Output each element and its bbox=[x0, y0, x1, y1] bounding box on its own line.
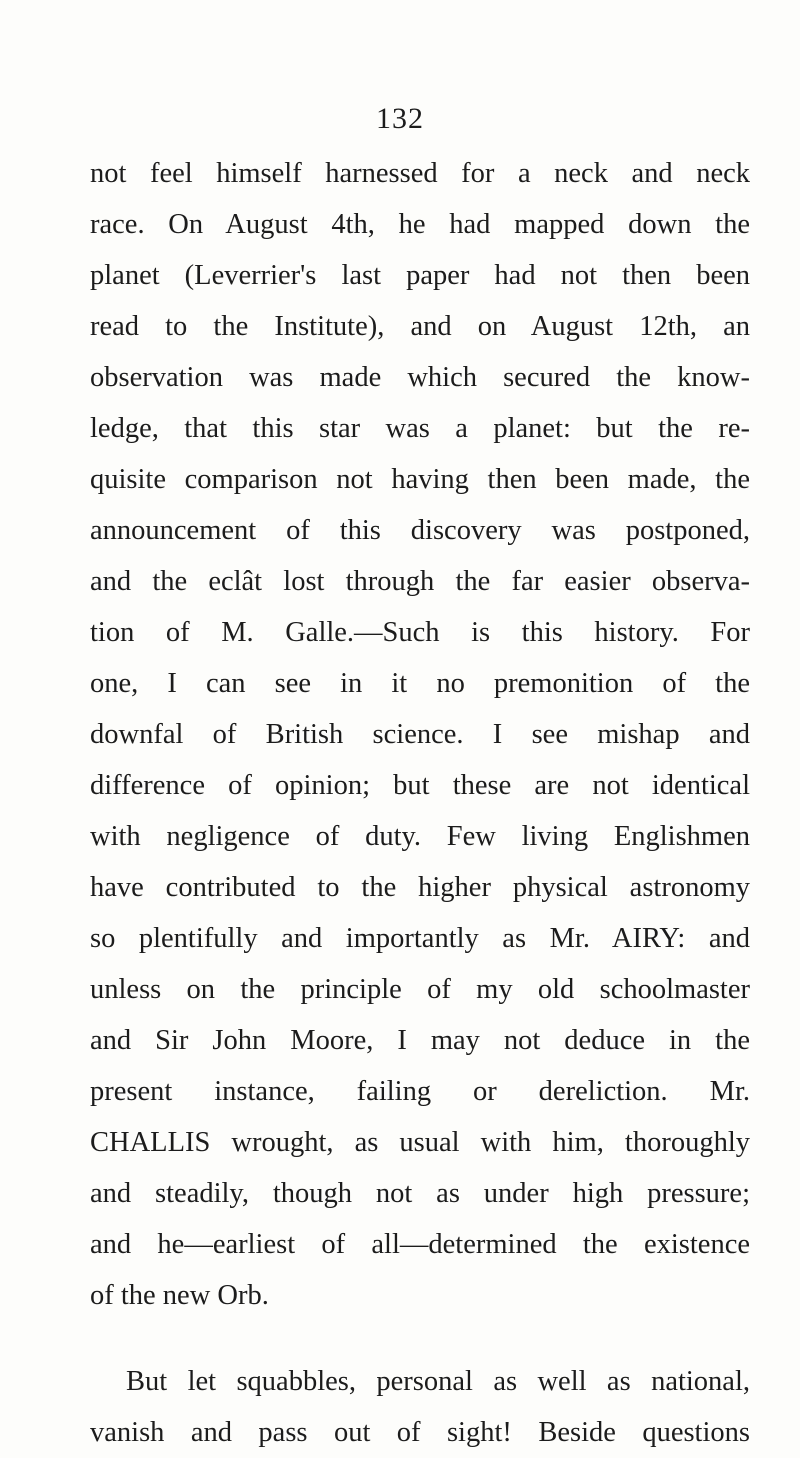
text-line: not feel himself harnessed for a neck and neck bbox=[90, 158, 750, 189]
text-line: CHALLIS wrought, as usual with him, thoroughly bbox=[90, 1127, 750, 1158]
text-line: present instance, failing or dereliction. Mr. bbox=[90, 1076, 750, 1107]
text-line: have contributed to the higher physical astronomy bbox=[90, 872, 750, 903]
text-line: and Sir John Moore, I may not deduce in the bbox=[90, 1025, 750, 1056]
text-line: of the new Orb. bbox=[90, 1280, 269, 1311]
paragraph-2 bbox=[90, 1356, 750, 1458]
text-line: But let squabbles, personal as well as national, bbox=[126, 1366, 750, 1397]
text-line: vanish and pass out of sight! Beside questions bbox=[90, 1417, 750, 1448]
text-line: read to the Institute), and on August 12th, an bbox=[90, 311, 750, 342]
text-line: planet (Leverrier's last paper had not then been bbox=[90, 260, 750, 291]
text-line: so plentifully and importantly as Mr. AIRY: and bbox=[90, 923, 750, 954]
text-line: downfal of British science. I see mishap and bbox=[90, 719, 750, 750]
text-line: and he—earliest of all—determined the existence bbox=[90, 1229, 750, 1260]
text-line: and steadily, though not as under high pressure; bbox=[90, 1178, 750, 1209]
text-line: difference of opinion; but these are not identical bbox=[90, 770, 750, 801]
text-line: and the eclât lost through the far easier observa- bbox=[90, 566, 750, 597]
text-line: one, I can see in it no premonition of the bbox=[90, 668, 750, 699]
text-line: ledge, that this star was a planet: but the re- bbox=[90, 413, 750, 444]
text-line: race. On August 4th, he had mapped down the bbox=[90, 209, 750, 240]
text-line: unless on the principle of my old schoolmaster bbox=[90, 974, 750, 1005]
paragraph-spacer bbox=[90, 1321, 750, 1356]
text-line: announcement of this discovery was postponed, bbox=[90, 515, 750, 546]
paragraph-1 bbox=[90, 148, 750, 1321]
body-text bbox=[90, 148, 750, 1458]
page-number: 132 bbox=[376, 102, 424, 135]
text-line: quisite comparison not having then been made, the bbox=[90, 464, 750, 495]
text-line: tion of M. Galle.—Such is this history. For bbox=[90, 617, 750, 648]
text-line: with negligence of duty. Few living Englishmen bbox=[90, 821, 750, 852]
text-line: observation was made which secured the know- bbox=[90, 362, 750, 393]
